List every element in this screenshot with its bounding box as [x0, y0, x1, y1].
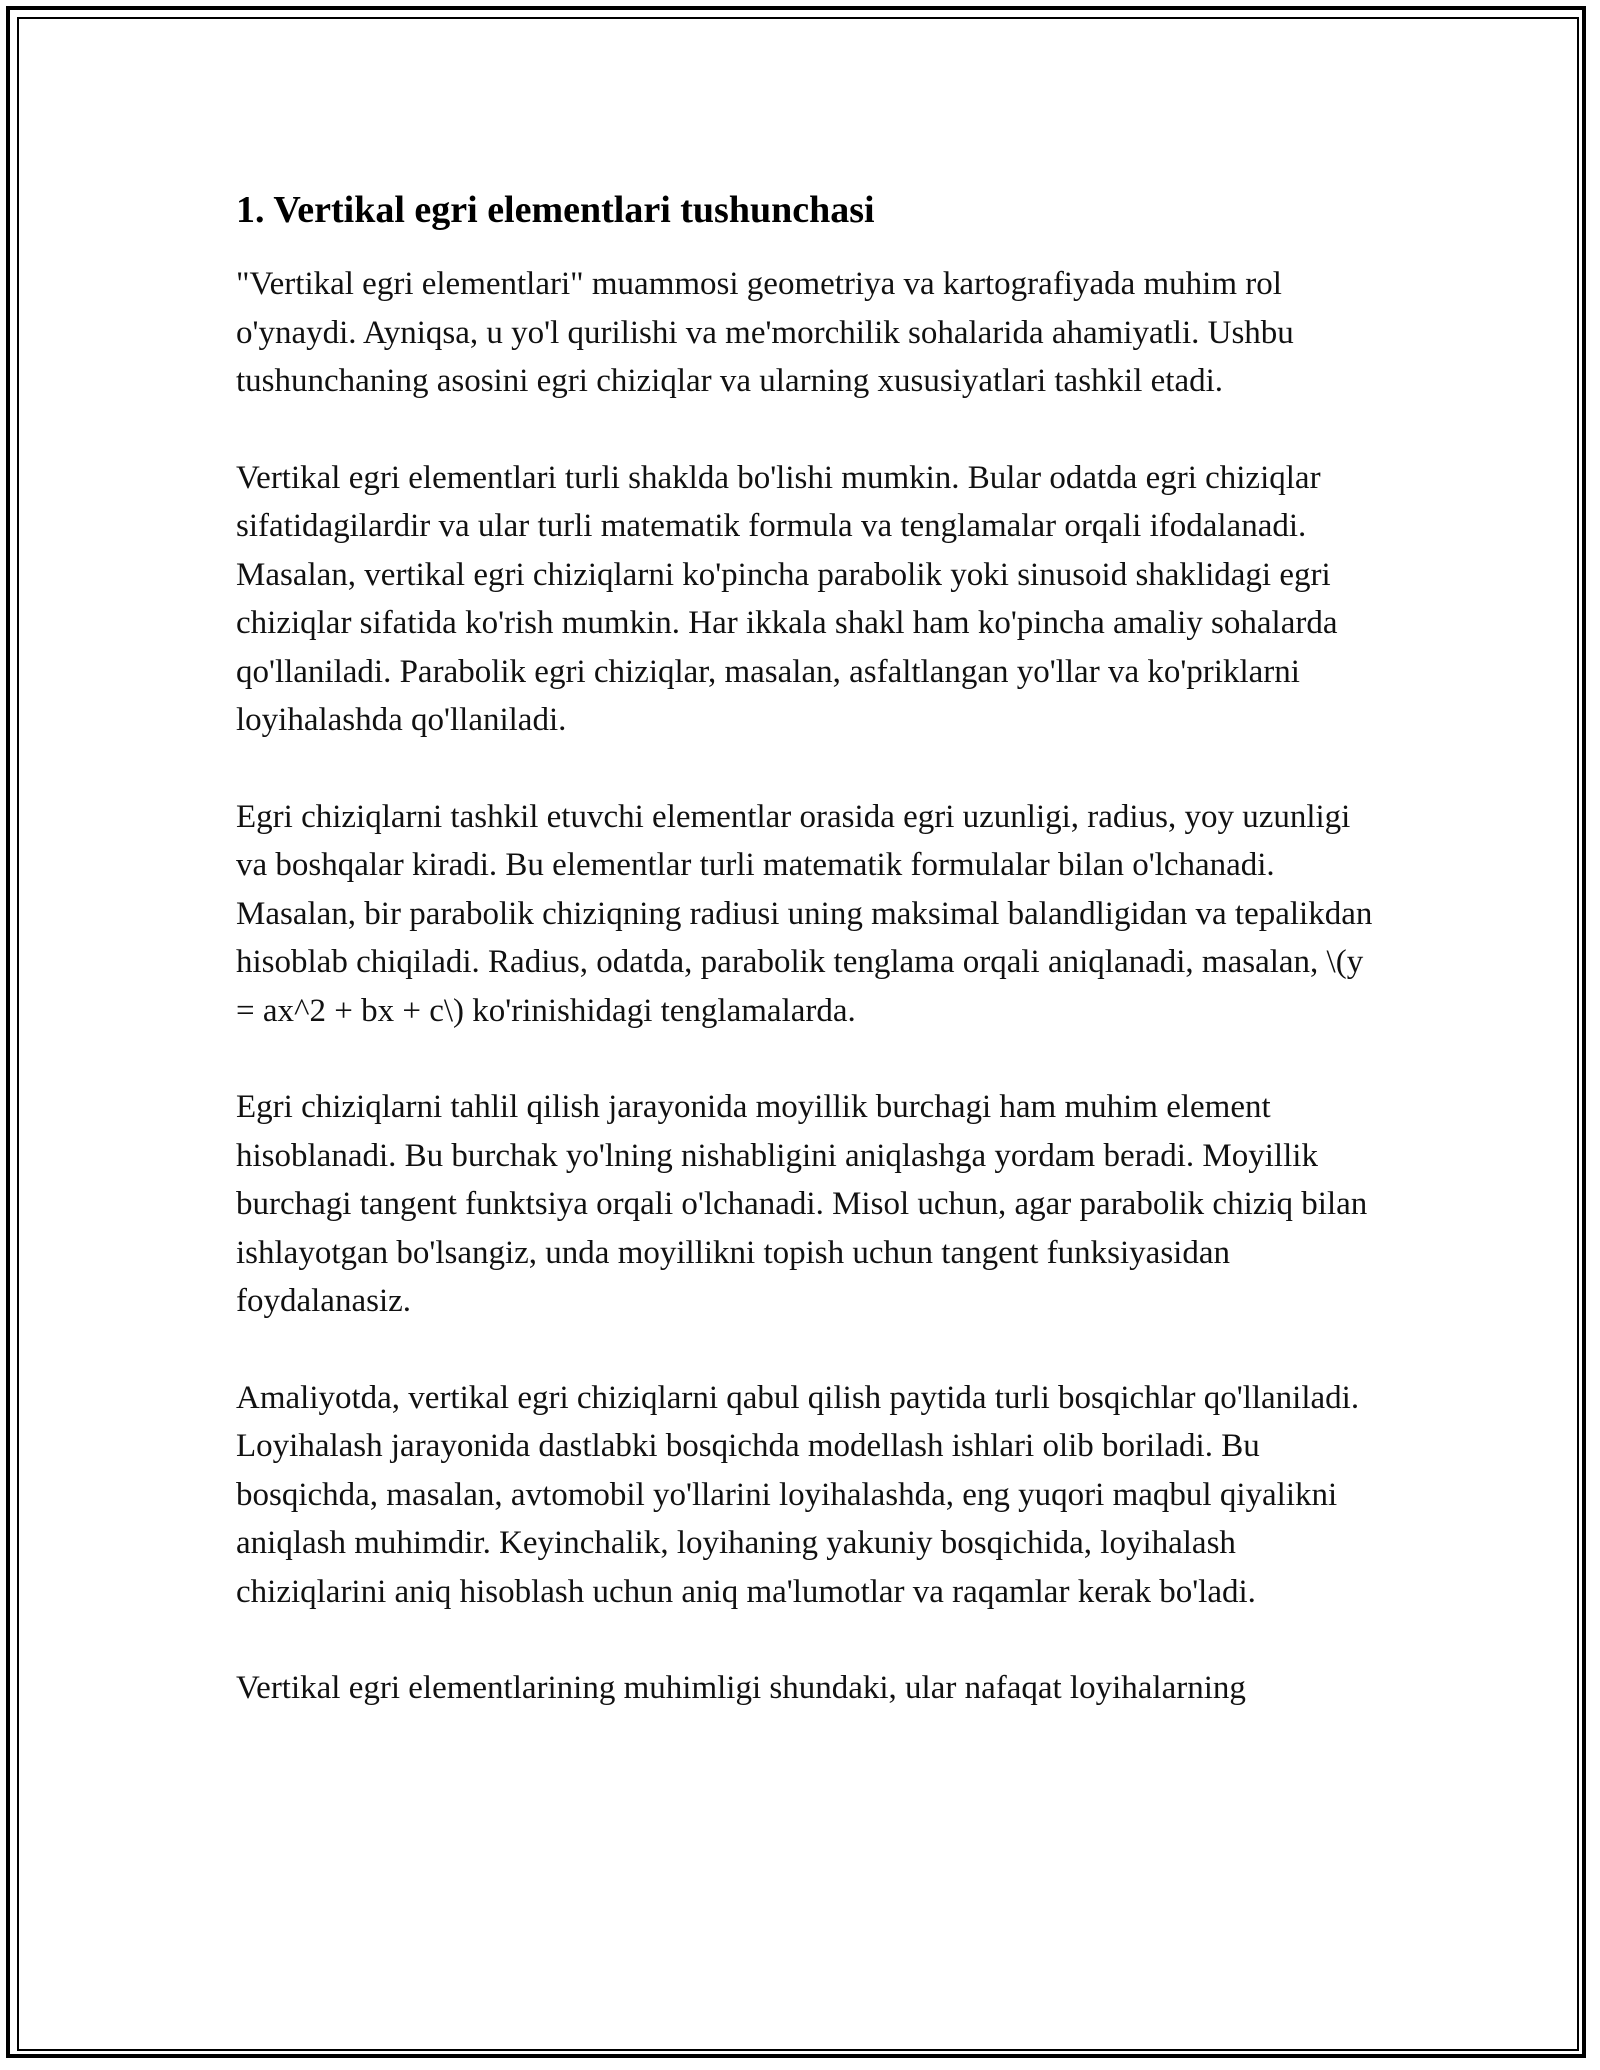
paragraph-5: Amaliyotda, vertikal egri chiziqlarni qabul qilish paytida turli bosqichlar qo'llaniladi. Loyihalash jarayonida dastlabki bosqichda modellash ishlari olib boriladi. Bu bosqichda, masalan, avtomobil yo'llarini loyihalashda, eng yuqori maqbul qiyalikni aniqlash muhimdir. Keyinchalik, loyihaning yakuniy bosqichida, loyihalash chiziqlarini aniq hisoblash uchun aniq ma'lumotlar va raqamlar kerak bo'ladi.	[236, 1379, 1360, 1610]
paragraph-2: Vertikal egri elementlari turli shaklda bo'lishi mumkin. Bular odatda egri chiziqlar sifatidagilardir va ular turli matematik formula va tenglamalar orqali ifodalanadi. Masalan, vertikal egri chiziqlarni ko'pincha parabolik yoki sinusoid shaklidagi egri chiziqlar sifatida ko'rish mumkin. Har ikkala shakl ham ko'pincha amaliy sohalarda qo'llaniladi. Parabolik egri chiziqlar, masalan, asfaltlangan yo'llar va ko'priklarni loyihalashda qo'llaniladi.	[236, 459, 1338, 738]
section-heading: 1. Vertikal egri elementlari tushunchasi	[236, 189, 875, 231]
document-body	[236, 186, 1376, 1761]
paragraph-6: Vertikal egri elementlarining muhimligi shundaki, ular nafaqat loyihalarning	[236, 1670, 1246, 1706]
paragraph-3: Egri chiziqlarni tashkil etuvchi elementlar orasida egri uzunligi, radius, yoy uzunligi va boshqalar kiradi. Bu elementlar turli matematik formulalar bilan o'lchanadi. Masalan, bir parabolik chiziqning radiusi uning maksimal balandligidan va tepalikdan hisoblab chiqiladi. Radius, odatda, parabolik tenglama orqali aniqlanadi, masalan, \(y = ax^2 + bx + c\) ko'rinishidagi tenglamalarda.	[236, 798, 1373, 1029]
paragraph-1: "Vertikal egri elementlari" muammosi geometriya va kartografiyada muhim rol o'ynaydi. Ayniqsa, u yo'l qurilishi va me'morchilik sohalarida ahamiyatli. Ushbu tushunchaning asosini egri chiziqlar va ularning xususiyatlari tashkil etadi.	[236, 266, 1294, 399]
paragraph-4: Egri chiziqlarni tahlil qilish jarayonida moyillik burchagi ham muhim element hisoblanadi. Bu burchak yo'lning nishabligini aniqlashga yordam beradi. Moyillik burchagi tangent funktsiya orqali o'lchanadi. Misol uchun, agar parabolik chiziq bilan ishlayotgan bo'lsangiz, unda moyillikni topish uchun tangent funksiyasidan foydalanasiz.	[236, 1089, 1368, 1319]
